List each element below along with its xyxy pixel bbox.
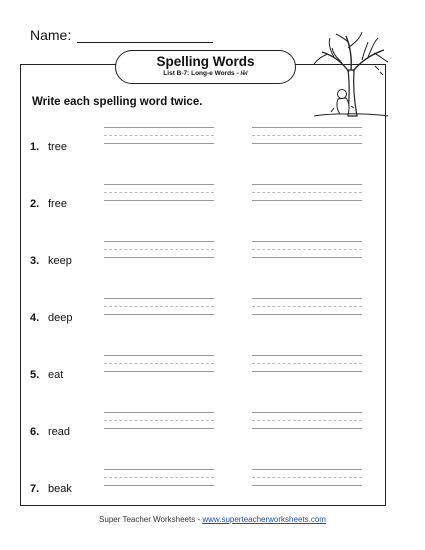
spelling-word: tree — [48, 141, 67, 153]
word-number: 1. — [30, 141, 40, 153]
word-row — [0, 180, 425, 212]
spelling-word: eat — [48, 369, 64, 381]
word-row — [0, 408, 425, 440]
writing-lines-second[interactable] — [252, 294, 362, 326]
word-number: 3. — [30, 255, 40, 267]
writing-lines-first[interactable] — [104, 294, 214, 326]
tree-with-child-icon — [312, 30, 390, 122]
writing-lines-second[interactable] — [252, 180, 362, 212]
footer — [0, 515, 425, 524]
writing-lines-first[interactable] — [104, 123, 214, 155]
name-field — [30, 27, 213, 43]
word-row — [0, 465, 425, 497]
spelling-word: beak — [48, 483, 72, 495]
instruction-text: Write each spelling word twice. — [32, 96, 203, 108]
word-number: 5. — [30, 369, 40, 381]
spelling-word: deep — [48, 312, 73, 324]
word-row — [0, 123, 425, 155]
name-line[interactable] — [77, 29, 213, 43]
word-number: 7. — [30, 483, 40, 495]
writing-lines-second[interactable] — [252, 408, 362, 440]
writing-lines-first[interactable] — [104, 237, 214, 269]
footer-text: Super Teacher Worksheets - — [99, 515, 203, 524]
writing-lines-first[interactable] — [104, 180, 214, 212]
writing-lines-second[interactable] — [252, 351, 362, 383]
writing-lines-first[interactable] — [104, 408, 214, 440]
word-number: 4. — [30, 312, 40, 324]
footer-link[interactable]: www.superteacherworksheets.com — [202, 515, 326, 524]
title-box — [115, 50, 296, 84]
word-number: 6. — [30, 426, 40, 438]
word-row — [0, 351, 425, 383]
spelling-word: keep — [48, 255, 72, 267]
word-row — [0, 294, 425, 326]
list-subtitle: List B-7: Long-e Words - /ē/ — [163, 70, 248, 77]
word-number: 2. — [30, 198, 40, 210]
word-row — [0, 237, 425, 269]
spelling-word: free — [48, 198, 67, 210]
page-title: Spelling Words — [156, 54, 255, 69]
writing-lines-second[interactable] — [252, 465, 362, 497]
writing-lines-second[interactable] — [252, 123, 362, 155]
writing-lines-first[interactable] — [104, 351, 214, 383]
writing-lines-first[interactable] — [104, 465, 214, 497]
spelling-word: read — [48, 426, 71, 438]
name-label: Name: — [30, 27, 72, 43]
writing-lines-second[interactable] — [252, 237, 362, 269]
